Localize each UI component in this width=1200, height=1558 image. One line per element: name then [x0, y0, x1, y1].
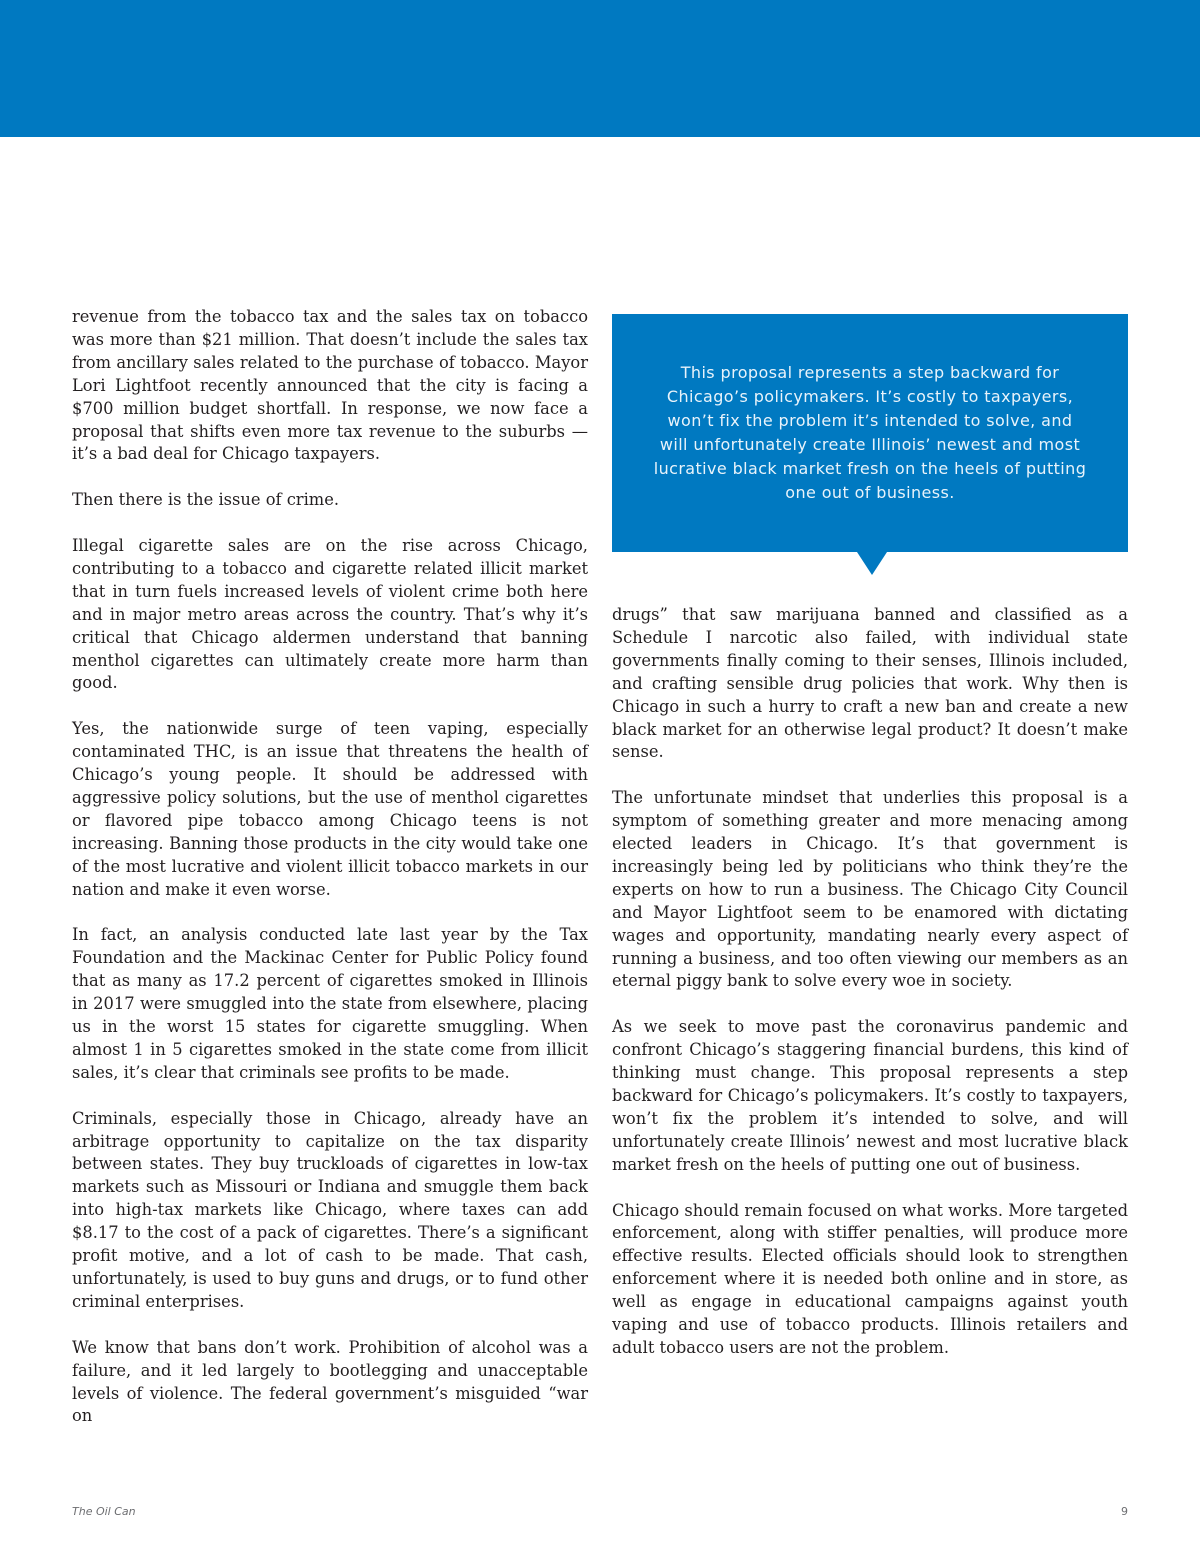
paragraph: The unfortunate mindset that underlies this proposal is a symptom of something greater and more menacing among elected leaders in Chicago. It’s that government is increasingly being led by politicians who think they’re the experts on how to run a business. The Chicago City Council and Mayor Lightfoot seem to be enamored with dictating wages and opportunity, mandating nearly every aspect of running a business, and too often viewing our members as an eternal piggy bank to solve every woe in society. [612, 788, 1128, 991]
header-band [0, 0, 1200, 137]
paragraph: As we seek to move past the coronavirus pandemic and confront Chicago’s staggering financial burdens, this kind of thinking must change. This proposal represents a step backward for Chicago’s policymakers. It’s costly to taxpayers, won’t fix the problem it’s intended to solve, and will unfortunately create Illinois’ newest and most lucrative black market fresh on the heels of putting one out of business. [612, 1017, 1128, 1174]
paragraph: In fact, an analysis conducted late last year by the Tax Foundation and the Mackinac Center for Public Policy found that as many as 17.2 percent of cigarettes smoked in Illinois in 2017 were smuggled into the state from elsewhere, placing us in the worst 15 states for cigarette smuggling. When almost 1 in 5 cigarettes smoked in the state come from illicit sales, it’s clear that criminals see profits to be made. [72, 925, 588, 1082]
paragraph: revenue from the tobacco tax and the sales tax on tobacco was more than $21 million. That doesn’t include the sales tax from ancillary sales related to the purchase of tobacco. Mayor Lori Lightfoot recently announced that the city is facing a $700 million budget shortfall. In response, we now face a proposal that shifts even more tax revenue to the suburbs — it’s a bad deal for Chicago taxpayers. [72, 307, 588, 464]
pull-quote-pointer [857, 552, 887, 575]
pull-quote-box [612, 314, 1128, 552]
right-column [612, 604, 1128, 1360]
paragraph: Then there is the issue of crime. [72, 490, 340, 510]
paragraph: Yes, the nationwide surge of teen vaping, especially contaminated THC, is an issue that threatens the health of Chicago’s young people. It should be addressed with aggressive policy solutions, but the use of menthol cigarettes or flavored pipe tobacco among Chicago teens is not increasing. Banning those products in the city would take one of the most lucrative and violent illicit tobacco markets in our nation and make it even worse. [72, 719, 588, 899]
pull-quote-text: This proposal represents a step backward for Chicago’s policymakers. It’s costly to taxpayers, won’t fix the problem it’s intended to solve, and will unfortunately create Illinois’ newest and most lucrative black market fresh on the heels of putting one out of business. [653, 363, 1087, 502]
footer-publication-title: The Oil Can [72, 1505, 136, 1518]
paragraph: drugs” that saw marijuana banned and classified as a Schedule I narcotic also failed, with individual state governments finally coming to their senses, Illinois included, and crafting sensible drug policies that work. Why then is Chicago in such a hurry to craft a new ban and create a new black market for an otherwise legal product? It doesn’t make sense. [612, 605, 1128, 762]
paragraph: We know that bans don’t work. Prohibition of alcohol was a failure, and it led largely to bootlegging and unacceptable levels of violence. The federal government’s misguided “war on [72, 1337, 588, 1426]
paragraph: Criminals, especially those in Chicago, already have an arbitrage opportunity to capitalize on the tax disparity between states. They buy truckloads of cigarettes in low-tax markets such as Missouri or Indiana and smuggle them back into high-tax markets like Chicago, where taxes can add $8.17 to the cost of a pack of cigarettes. There’s a significant profit motive, and a lot of cash to be made. That cash, unfortunately, is used to buy guns and drugs, or to fund other criminal enterprises. [72, 1108, 588, 1311]
footer-page-number: 9 [1121, 1505, 1128, 1518]
left-column [72, 306, 588, 1428]
paragraph: Chicago should remain focused on what works. More targeted enforcement, along with stiffer penalties, will produce more effective results. Elected officials should look to strengthen enforcement where it is needed both online and in store, as well as engage in educational campaigns against youth vaping and use of tobacco products. Illinois retailers and adult tobacco users are not the problem. [612, 1200, 1128, 1357]
paragraph: Illegal cigarette sales are on the rise across Chicago, contributing to a tobacco and cigarette related illicit market that in turn fuels increased levels of violent crime both here and in major metro areas across the country. That’s why it’s critical that Chicago aldermen understand that banning menthol cigarettes can ultimately create more harm than good. [72, 536, 588, 693]
